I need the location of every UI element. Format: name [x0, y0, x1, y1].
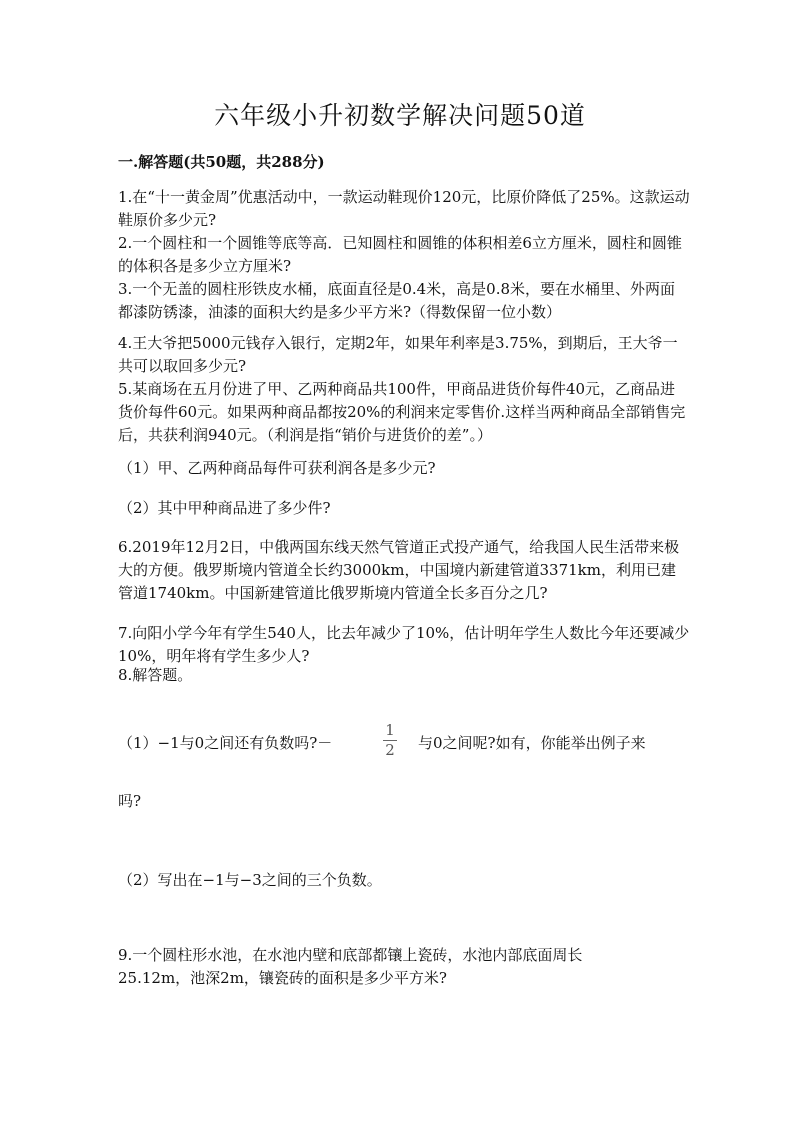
question-3: 3.一个无盖的圆柱形铁皮水桶，底面直径是0.4米，高是0.8米，要在水桶里、外两面都漆防锈漆，油漆的面积大约是多少平方米?（得数保留一位小数）	[118, 280, 676, 321]
question-1: 1.在“十一黄金周”优惠活动中，一款运动鞋现价120元，比原价降低了25%。这款运动鞋原价多少元?	[118, 188, 690, 229]
question-5: 5.某商场在五月份进了甲、乙两种商品共100件，甲商品进货价每件40元，乙商品进货价每件60元。如果两种商品都按20%的利润来定零售价.这样当两种商品全部销售完后，共获利润940元。（利润是指“销价与进货价的差”。）	[118, 380, 686, 444]
question-2: 2.一个圆柱和一个圆锥等底等高．已知圆柱和圆锥的体积相差6立方厘米，圆柱和圆锥的体积各是多少立方厘米?	[118, 234, 682, 275]
fraction-denominator: 2	[385, 741, 395, 759]
question-8-part-2: （2）写出在−1与−3之间的三个负数。	[118, 871, 382, 889]
question-5-part-2: （2）其中甲种商品进了多少件?	[118, 499, 331, 517]
question-5-part-1: （1）甲、乙两种商品每件可获利润各是多少元?	[118, 459, 436, 477]
question-8-part-1-start: （1）−1与0之间还有负数吗?－	[118, 734, 333, 752]
fraction-one-half	[383, 722, 397, 759]
question-6: 6.2019年12月2日，中俄两国东线天然气管道正式投产通气，给我国人民生活带来极大的方便。俄罗斯境内管道全长约3000km，中国境内新建管道3371km，利用已建管道1740km。中国新建管道比俄罗斯境内管道全长多百分之几?	[118, 538, 680, 602]
section-heading: 一.解答题(共50题，共288分)	[118, 153, 325, 171]
question-8-part-1-continued: 吗?	[118, 792, 142, 810]
question-8: 8.解答题。	[118, 666, 193, 684]
question-4: 4.王大爷把5000元钱存入银行，定期2年，如果年利率是3.75%，到期后，王大爷一共可以取回多少元?	[118, 334, 678, 375]
question-8-part-1-end: 与0之间呢?如有，你能举出例子来	[418, 734, 646, 752]
page-title: 六年级小升初数学解决问题50道	[214, 101, 586, 130]
question-7: 7.向阳小学今年有学生540人，比去年减少了10%，估计明年学生人数比今年还要减少10%，明年将有学生多少人?	[118, 624, 690, 665]
fraction-numerator: 1	[385, 721, 395, 739]
question-9: 9.一个圆柱形水池，在水池内壁和底部都镶上瓷砖，水池内部底面周长25.12m，池深2m，镶瓷砖的面积是多少平方米?	[118, 946, 583, 987]
